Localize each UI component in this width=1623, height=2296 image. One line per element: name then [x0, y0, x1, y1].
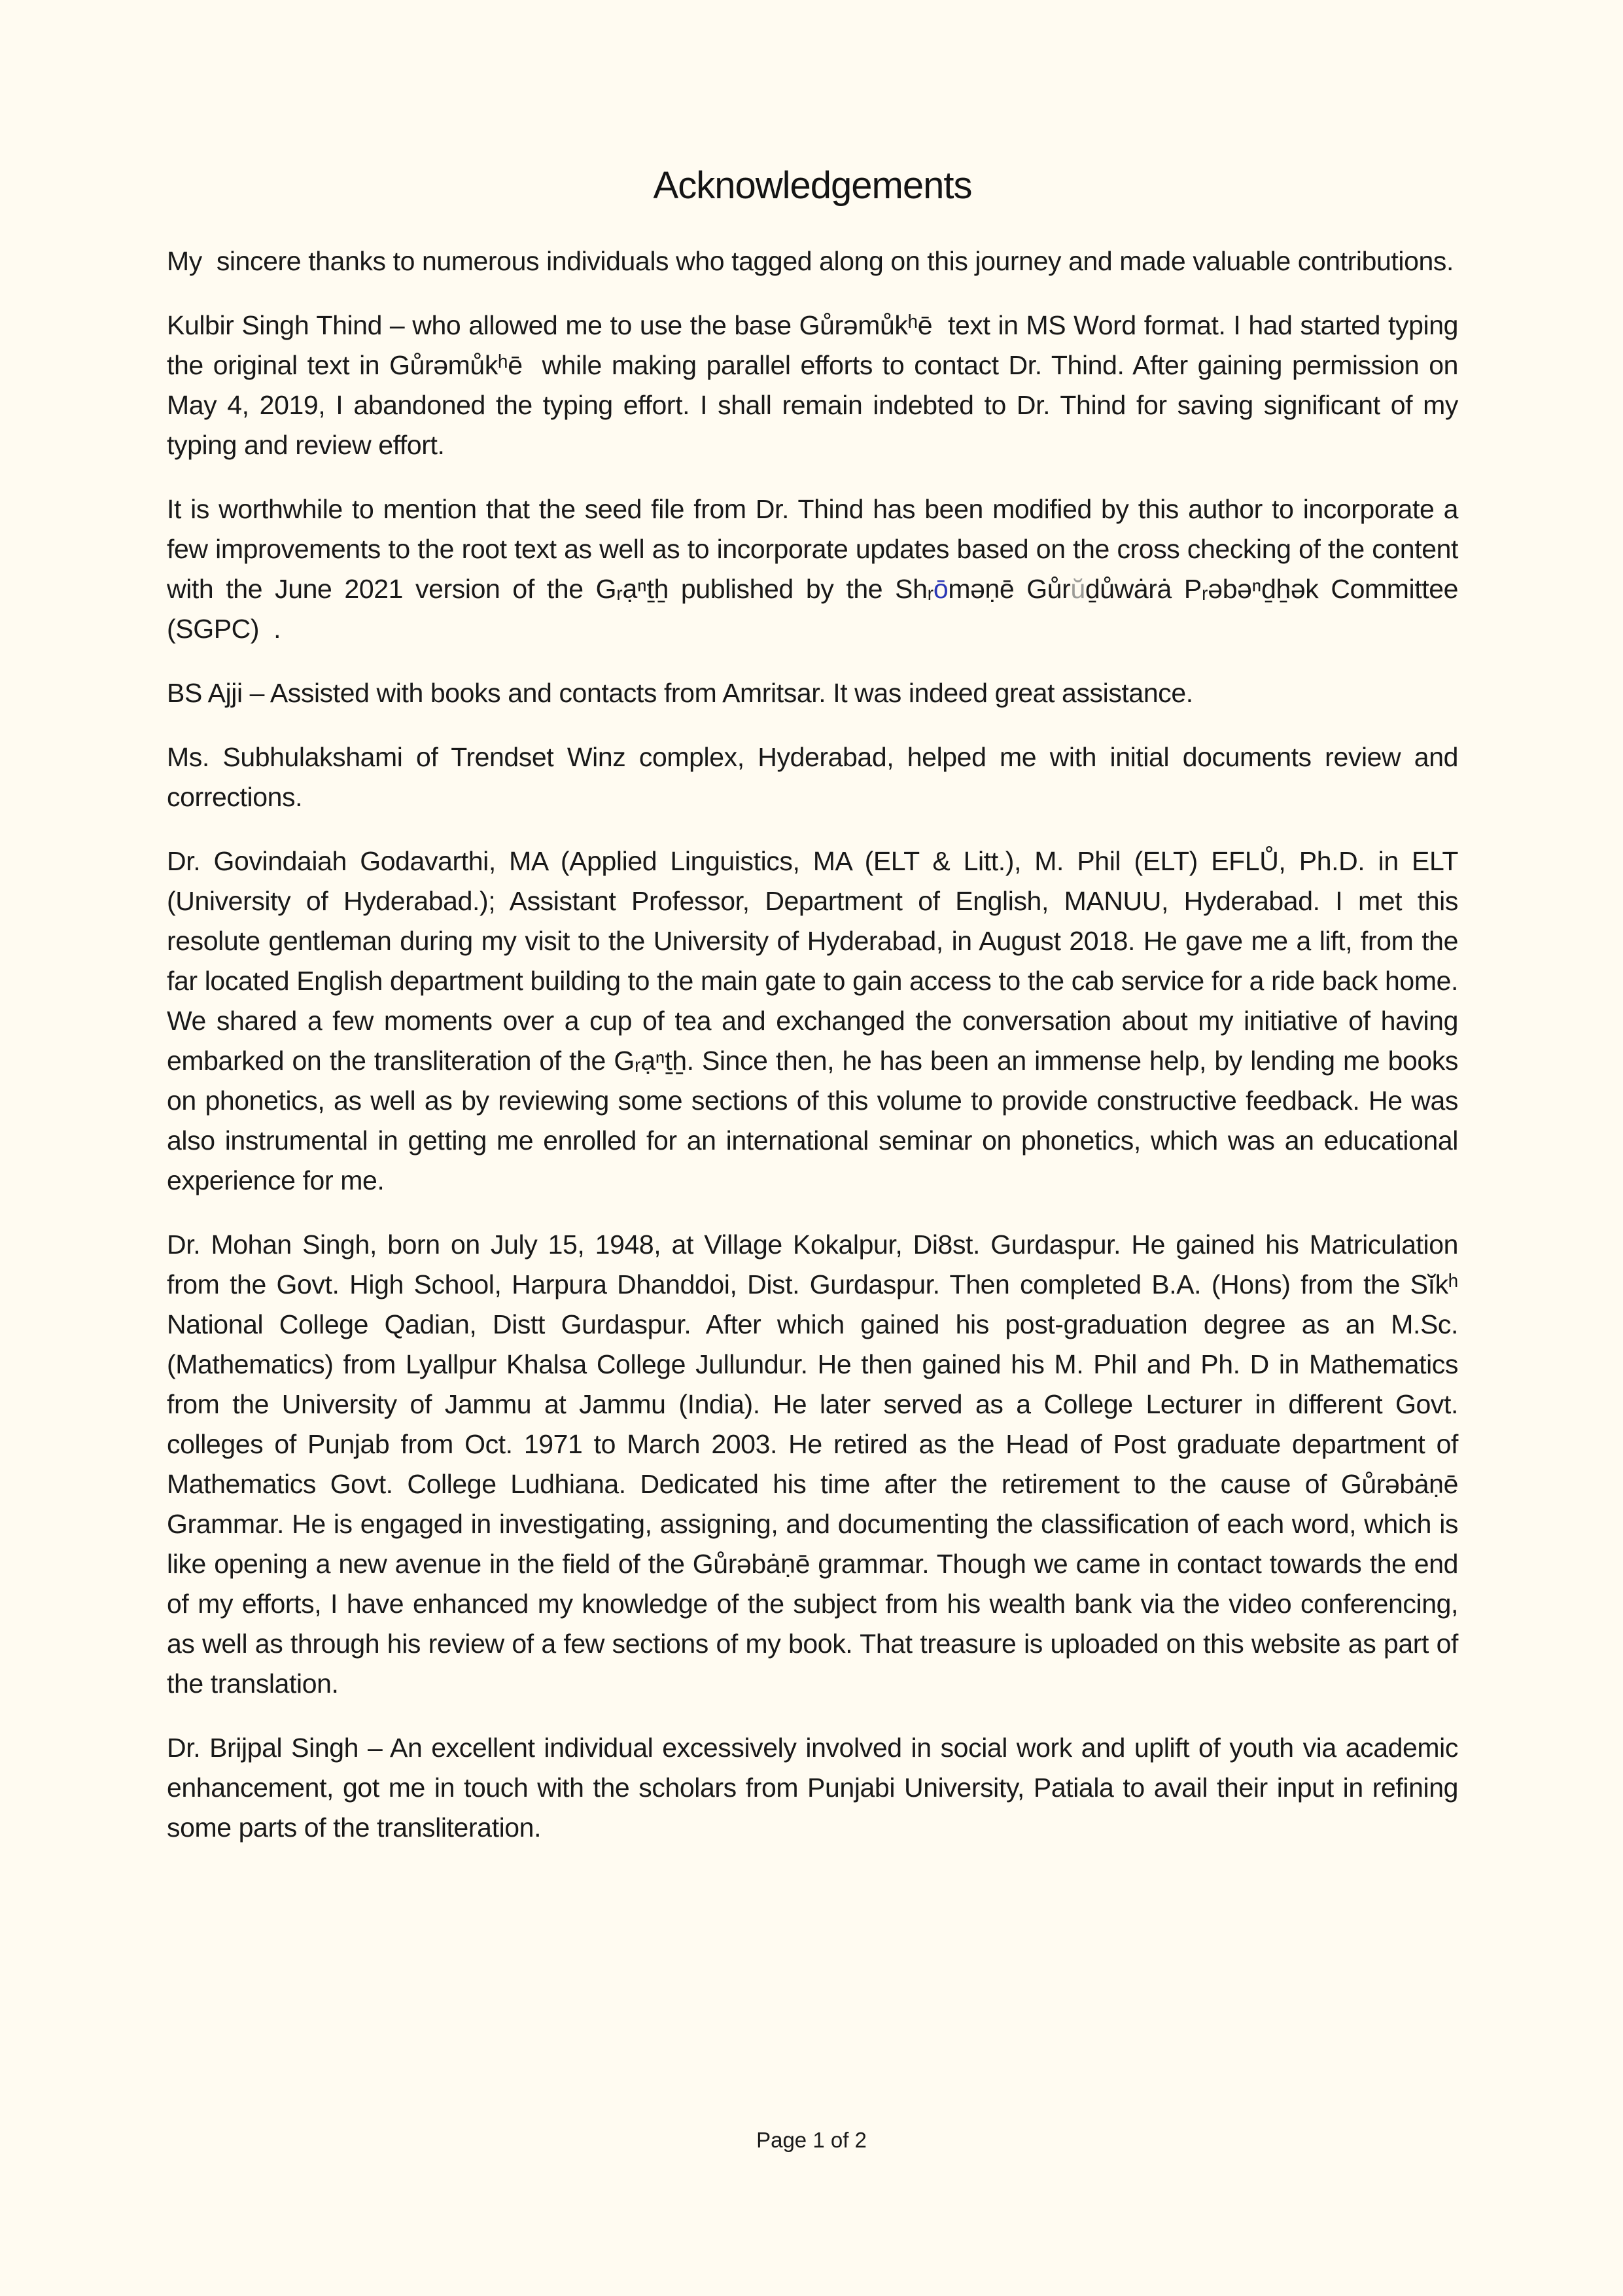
document-body — [167, 241, 1465, 1848]
text-run: Ms. Subhulakshami of Trendset Winz complex, Hyderabad, helped me with initial documents review and corrections. — [167, 742, 1465, 812]
paragraph — [167, 306, 1465, 465]
text-run: məṇē Gůr — [948, 574, 1071, 604]
paragraph — [167, 737, 1465, 817]
paragraph — [167, 489, 1465, 649]
text-run: Kulbir Singh Thind – who allowed me to use the base Gůrəmůkʰē text in MS Word format. I had started typing the original text in Gůrəmůkʰē while making parallel efforts to contact Dr. Thind. After gaining permission on May 4, 2019, I abandoned the typing effort. I shall remain indebted to Dr. Thind for saving significant of my typing and review effort. — [167, 310, 1465, 460]
page-number: Page 1 of 2 — [756, 2128, 867, 2152]
blue-highlighted-char: ō — [933, 574, 949, 604]
text-run: Dr. Brijpal Singh – An excellent individual excessively involved in social work and uplift of youth via academic enhancement, got me in touch with the scholars from Punjabi University, Patiala to avail their input in refining some parts of the transliteration. — [167, 1733, 1465, 1843]
page-title: Acknowledgements — [653, 164, 972, 207]
text-run: It is worthwhile to mention that the seed file from Dr. Thind has been modified by this author to incorporate a few improvements to the root text as well as to incorporate updates based on the cross checking of the content with the June 2021 version of the Gᵣạⁿṯẖ published by the Shᵣ — [167, 494, 1465, 604]
text-run: BS Ajji – Assisted with books and contacts from Amritsar. It was indeed great assistance. — [167, 678, 1193, 708]
paragraph — [167, 1225, 1465, 1704]
paragraph — [167, 1728, 1465, 1848]
text-run: Dr. Mohan Singh, born on July 15, 1948, at Village Kokalpur, Di8st. Gurdaspur. He gained his Matriculation from the Govt. High School, Harpura Dhanddoi, Dist. Gurdaspur. Then completed B.A. (Hons) from the Sĭkʰ National College Qadian, Distt Gurdaspur. After which gained his post-graduation degree as an M.Sc. (Mathematics) from Lyallpur Khalsa College Jullundur. He then gained his M. Phil and Ph. D in Mathematics from the University of Jammu at Jammu (India). He later served as a College Lecturer in different Govt. colleges of Punjab from Oct. 1971 to March 2003. He retired as the Head of Post graduate department of Mathematics Govt. College Ludhiana. Dedicated his time after the retirement to the cause of Gůrəbȧṇē Grammar. He is engaged in investigating, assigning, and documenting the classification of each word, which is like opening a new avenue in the field of the Gůrəbȧṇē grammar. Though we came in contact towards the end of my efforts, I have enhanced my knowledge of the subject from his wealth bank via the video conferencing, as well as through his review of a few sections of my book. That treasure is uploaded on this website as part of the translation. — [167, 1229, 1465, 1699]
paragraph — [167, 673, 1458, 713]
paragraph — [167, 841, 1465, 1201]
text-run: My sincere thanks to numerous individuals who tagged along on this journey and made valuable contributions. — [167, 246, 1454, 276]
gray-highlighted-char: ŭ — [1070, 574, 1085, 604]
text-run: ḏůwȧrȧ Pᵣəbəⁿḏẖək Committee (SGPC) . — [167, 574, 1465, 644]
paragraph — [167, 241, 1458, 281]
text-run: Dr. Govindaiah Godavarthi, MA (Applied Linguistics, MA (ELT & Litt.), M. Phil (ELT) EFLŮ, Ph.D. in ELT (University of Hyderabad.); Assistant Professor, Department of English, MANUU, Hyderabad. I met this resolute gentleman during my visit to the University of Hyderabad, in August 2018. He gave me a lift, from the far located English department building to the main gate to gain access to the cab service for a ride back home. We shared a few moments over a cup of tea and exchanged the conversation about my initiative of having embarked on the transliteration of the Gᵣạⁿṯẖ. Since then, he has been an immense help, by lending me books on phonetics, as well as by reviewing some sections of this volume to provide constructive feedback. He was also instrumental in getting me enrolled for an international seminar on phonetics, which was an educational experience for me. — [167, 846, 1465, 1195]
